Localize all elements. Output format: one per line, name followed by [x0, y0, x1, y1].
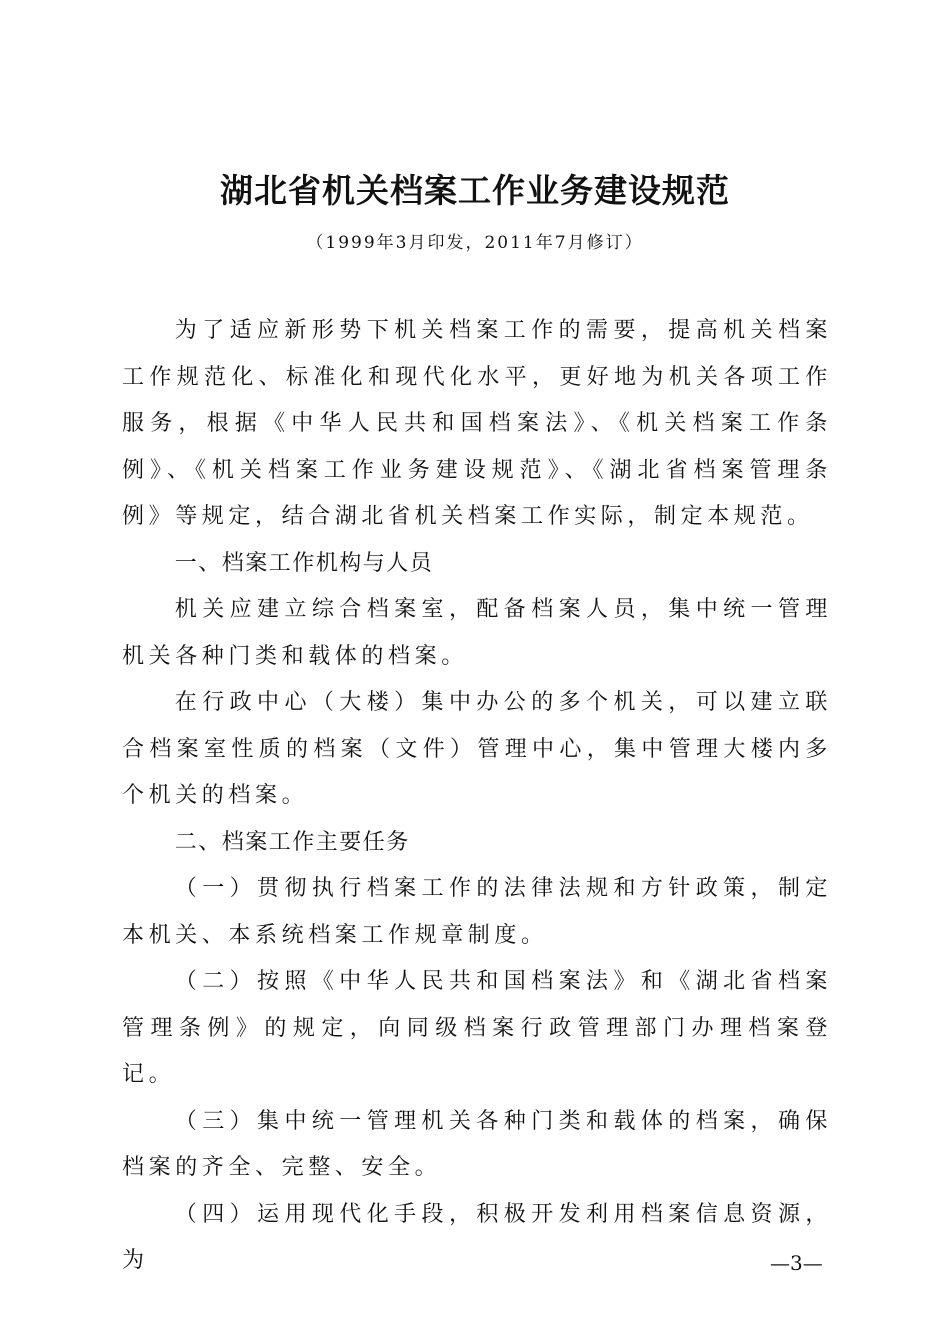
section-2-item-3: （三）集中统一管理机关各种门类和载体的档案，确保档案的齐全、完整、安全。 [122, 1108, 832, 1180]
document-title: 湖北省机关档案工作业务建设规范 [220, 171, 730, 210]
section-2-item-4: （四）运用现代化手段，积极开发利用档案信息资源，为 [122, 1201, 832, 1273]
section-1-paragraph-2: 在行政中心（大楼）集中办公的多个机关，可以建立联合档案室性质的档案（文件）管理中心，集中管理大楼内多个机关的档案。 [122, 690, 832, 808]
page-number: —3— [770, 1251, 823, 1275]
section-2-item-1: （一）贯彻执行档案工作的法律法规和方针政策，制定本机关、本系统档案工作规章制度。 [122, 876, 832, 948]
section-heading-1: 一、档案工作机构与人员 [174, 550, 434, 576]
section-1-paragraph-1: 机关应建立综合档案室，配备档案人员，集中统一管理机关各种门类和载体的档案。 [122, 597, 832, 669]
section-heading-2: 二、档案工作主要任务 [174, 829, 410, 855]
document-body [122, 308, 832, 1285]
document-subtitle: （1999年3月印发，2011年7月修订） [306, 233, 644, 253]
section-2-item-2: （二）按照《中华人民共和国档案法》和《湖北省档案管理条例》的规定，向同级档案行政管理部门办理档案登记。 [122, 969, 832, 1087]
intro-paragraph: 为了适应新形势下机关档案工作的需要，提高机关档案工作规范化、标准化和现代化水平，更好地为机关各项工作服务，根据《中华人民共和国档案法》、《机关档案工作条例》、《机关档案工作业务建设规范》、《湖北省档案管理条例》等规定，结合湖北省机关档案工作实际，制定本规范。 [122, 318, 832, 529]
